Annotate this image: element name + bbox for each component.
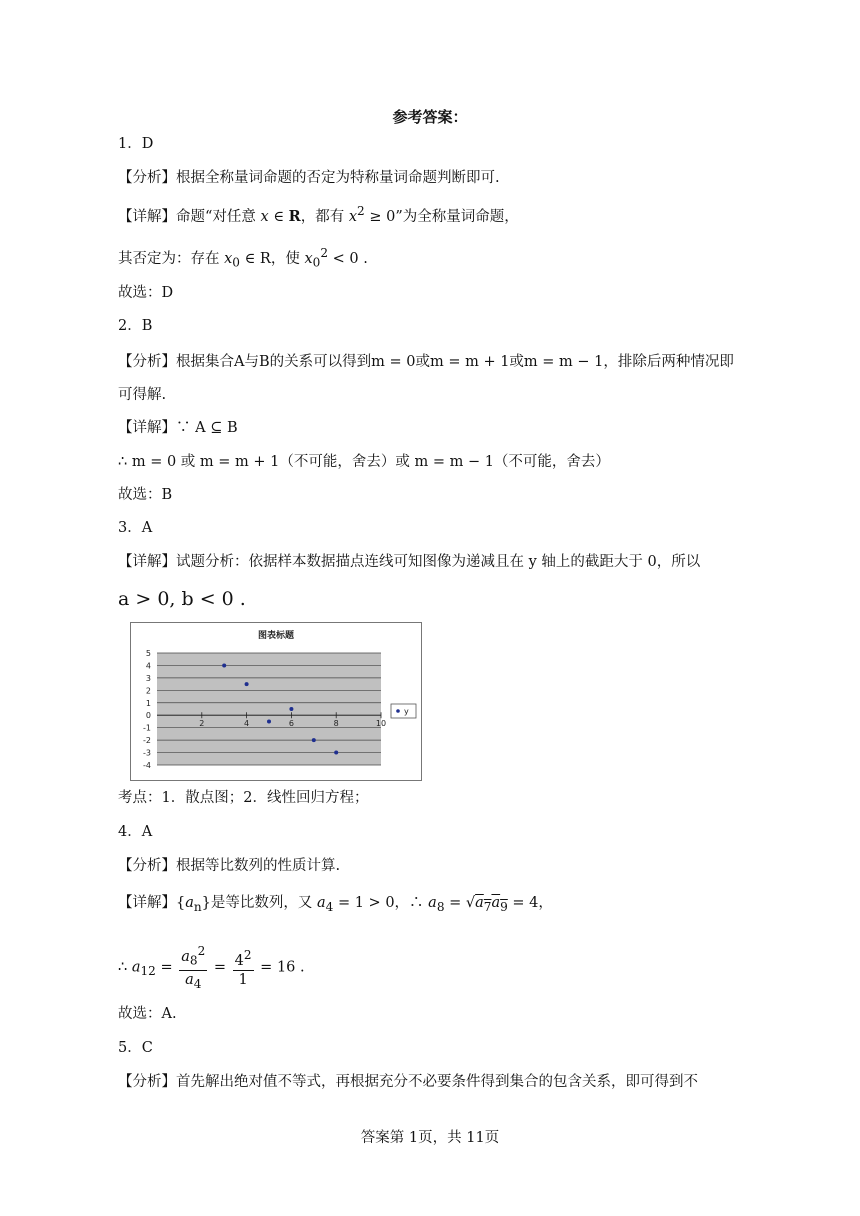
y-tick-label: 0: [145, 711, 151, 721]
q2-analysis-line2: 可得解.: [118, 387, 167, 403]
q1-negation: 其否定为：存在 $x_0$ ∈ R，使 $x_0^2 < 0$ .: [118, 246, 368, 270]
q1-analysis: 【分析】根据全称量词命题的否定为特称量词命题判断即可.: [118, 170, 500, 186]
chart-title: 图表标题: [257, 631, 295, 641]
page-title: 参考答案：: [392, 108, 468, 126]
x-tick-label: 8: [333, 719, 339, 729]
q1-neg-prefix: 其否定为：存在: [118, 250, 225, 267]
legend-marker: [396, 709, 400, 713]
q5-analysis: 【分析】首先解出绝对值不等式，再根据充分不必要条件得到集合的包含关系，即可得到不: [118, 1074, 698, 1090]
q1-detail: 【详解】命题“对任意 x ∈ R，都有 $x^2 \ge 0$”为全称量词命题，: [118, 204, 519, 225]
q2-derivation: ∴ m = 0 或 m = m + 1（不可能，舍去）或 m = m − 1（不可能，舍去）: [118, 454, 610, 470]
q4-number: 4．A: [118, 824, 153, 840]
y-tick-label: -2: [143, 736, 151, 746]
q1-detail-mid2: ”为全称量词命题，: [395, 208, 519, 225]
q2-analysis-line1: 【分析】根据集合A与B的关系可以得到m = 0或m = m + 1或m = m − 1，排除后两种情况即: [118, 354, 734, 370]
x-tick-label: 6: [288, 719, 294, 729]
q1-detail-prefix: 【详解】命题“对任意: [118, 208, 261, 225]
y-tick-label: 2: [145, 686, 151, 696]
data-point: [222, 663, 226, 667]
data-point: [312, 738, 316, 742]
x-tick-label: 10: [375, 719, 387, 729]
q1-number: 1．D: [118, 136, 154, 152]
q3-detail-line2: a > 0, b < 0 .: [118, 588, 246, 610]
q4-formula: ∴ $a_{12}$ = $\frac{a_8^2}{a_4}$ = $\frac{4^2}{1}$ = 16 .: [118, 944, 305, 991]
q2-answer: 故选：B: [118, 487, 173, 503]
page-footer: 答案第 1页，共 11页: [360, 1130, 500, 1146]
q4-detail-prefix: 【详解】: [118, 895, 176, 911]
q1-detail-mid1: ，都有: [300, 208, 349, 225]
q3-kaodian: 考点：1．散点图；2．线性回归方程；: [118, 790, 369, 806]
scatter-chart-svg: [131, 623, 421, 780]
y-tick-label: -3: [143, 748, 151, 758]
data-point: [289, 707, 293, 711]
y-tick-label: 3: [145, 673, 151, 683]
y-tick-label: 5: [145, 649, 151, 658]
y-tick-label: -4: [143, 761, 151, 770]
q2-number: 2．B: [118, 318, 153, 334]
q4-answer: 故选：A.: [118, 1006, 177, 1022]
q5-number: 5．C: [118, 1040, 153, 1056]
x-tick-label: 4: [244, 719, 250, 729]
q3-number: 3．A: [118, 520, 153, 536]
q1-answer: 故选：D: [118, 285, 174, 301]
q1-neg-mid: ，使: [270, 250, 305, 267]
q2-detail: 【详解】∵ A ⊆ B: [118, 420, 238, 436]
data-point: [267, 719, 271, 723]
scatter-chart: [130, 622, 422, 781]
plot-area: [157, 653, 381, 765]
y-tick-label: 4: [145, 661, 151, 671]
data-point: [245, 682, 249, 686]
q4-analysis: 【分析】根据等比数列的性质计算.: [118, 858, 341, 874]
x-tick-label: 2: [199, 719, 205, 729]
legend-label: y: [404, 707, 409, 716]
q3-detail-line1: 【详解】试题分析：依据样本数据描点连线可知图像为递减且在 y 轴上的截距大于 0，所以: [118, 554, 701, 570]
y-tick-label: -1: [143, 723, 151, 733]
data-point: [334, 751, 338, 755]
q4-detail: 【详解】$\{a_n\}$是等比数列，又 $a_4 = 1 > 0$，∴ $a_8 = √a_7a_9 = 4$，: [118, 895, 553, 914]
q4-detail-mid: 是等比数列，又: [210, 895, 318, 911]
q1-math-x-in-r: x: [260, 208, 269, 225]
y-tick-label: 1: [145, 698, 151, 708]
